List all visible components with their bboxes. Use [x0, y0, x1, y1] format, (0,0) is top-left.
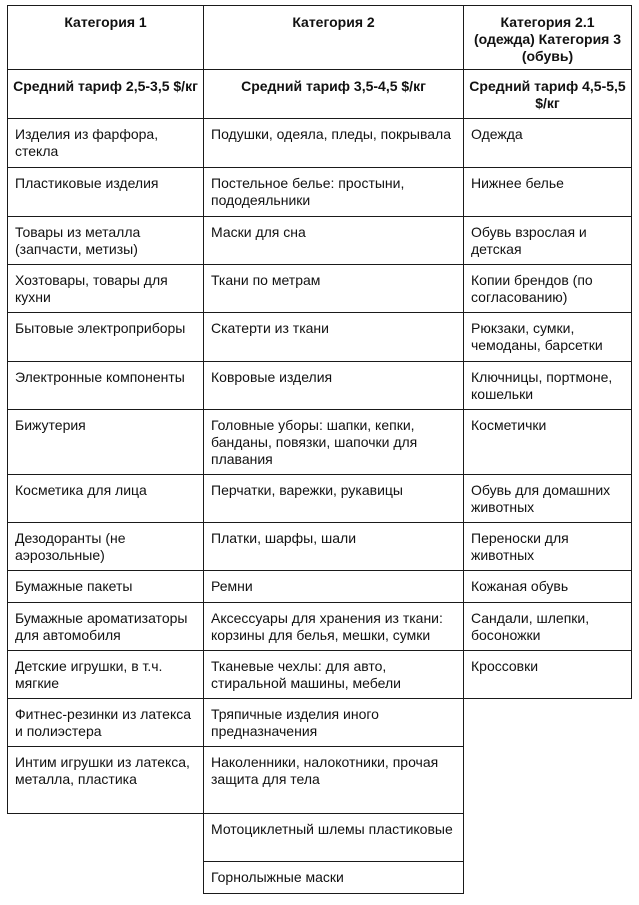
table-cell: Косметика для лица [7, 474, 204, 523]
table-cell: Ремни [203, 570, 464, 603]
table-cell: Маски для сна [203, 216, 464, 265]
table-cell: Сандали, шлепки, босоножки [463, 602, 632, 651]
table-cell: Тканевые чехлы: для авто, стиральной машины, мебели [203, 650, 464, 699]
table-cell: Подушки, одеяла, пледы, покрывала [203, 118, 464, 168]
table-cell: Платки, шарфы, шали [203, 522, 464, 571]
table-cell: Кроссовки [463, 650, 632, 699]
table-cell: Аксессуары для хранения из ткани: корзины для белья, мешки, сумки [203, 602, 464, 651]
table-cell: Хозтовары, товары для кухни [7, 264, 204, 313]
table-cell: Мотоциклетный шлемы пластиковые [203, 813, 464, 862]
tariff-header: Средний тариф 3,5-4,5 $/кг [203, 69, 464, 119]
table-cell: Нижнее белье [463, 167, 632, 217]
table-cell: Ткани по метрам [203, 264, 464, 313]
table-cell: Одежда [463, 118, 632, 168]
table-cell: Тряпичные изделия иного предназначения [203, 698, 464, 747]
table-cell: Товары из металла (запчасти, метизы) [7, 216, 204, 265]
table-cell: Электронные компоненты [7, 361, 204, 410]
table-cell: Ключницы, портмоне, кошельки [463, 361, 632, 410]
table-cell: Бумажные ароматизаторы для автомобиля [7, 602, 204, 651]
table-cell: Обувь взрослая и детская [463, 216, 632, 265]
category-header: Категория 2.1 (одежда) Категория 3 (обувь) [463, 5, 632, 70]
table-cell: Интим игрушки из латекса, металла, пластика [7, 746, 204, 814]
table-cell: Обувь для домашних животных [463, 474, 632, 523]
table-cell: Постельное белье: простыни, пододеяльники [203, 167, 464, 217]
table-cell: Пластиковые изделия [7, 167, 204, 217]
table-cell: Фитнес-резинки из латекса и полиэстера [7, 698, 204, 747]
table-cell: Головные уборы: шапки, кепки, банданы, повязки, шапочки для плавания [203, 409, 464, 475]
table-cell: Косметички [463, 409, 632, 475]
table-cell: Перчатки, варежки, рукавицы [203, 474, 464, 523]
table-cell: Бытовые электроприборы [7, 312, 204, 362]
table-cell: Бижутерия [7, 409, 204, 475]
category-header: Категория 1 [7, 5, 204, 70]
tariff-header: Средний тариф 2,5-3,5 $/кг [7, 69, 204, 119]
table-cell: Детские игрушки, в т.ч. мягкие [7, 650, 204, 699]
tariff-header: Средний тариф 4,5-5,5 $/кг [463, 69, 632, 119]
table-cell: Наколенники, налокотники, прочая защита для тела [203, 746, 464, 814]
table-cell: Бумажные пакеты [7, 570, 204, 603]
table-cell: Переноски для животных [463, 522, 632, 571]
table-cell: Горнолыжные маски [203, 861, 464, 894]
table-cell: Скатерти из ткани [203, 312, 464, 362]
table-cell: Кожаная обувь [463, 570, 632, 603]
table-cell: Изделия из фарфора, стекла [7, 118, 204, 168]
table-cell: Ковровые изделия [203, 361, 464, 410]
category-header: Категория 2 [203, 5, 464, 70]
table-cell: Дезодоранты (не аэрозольные) [7, 522, 204, 571]
table-cell: Копии брендов (по согласованию) [463, 264, 632, 313]
table-cell: Рюкзаки, сумки, чемоданы, барсетки [463, 312, 632, 362]
